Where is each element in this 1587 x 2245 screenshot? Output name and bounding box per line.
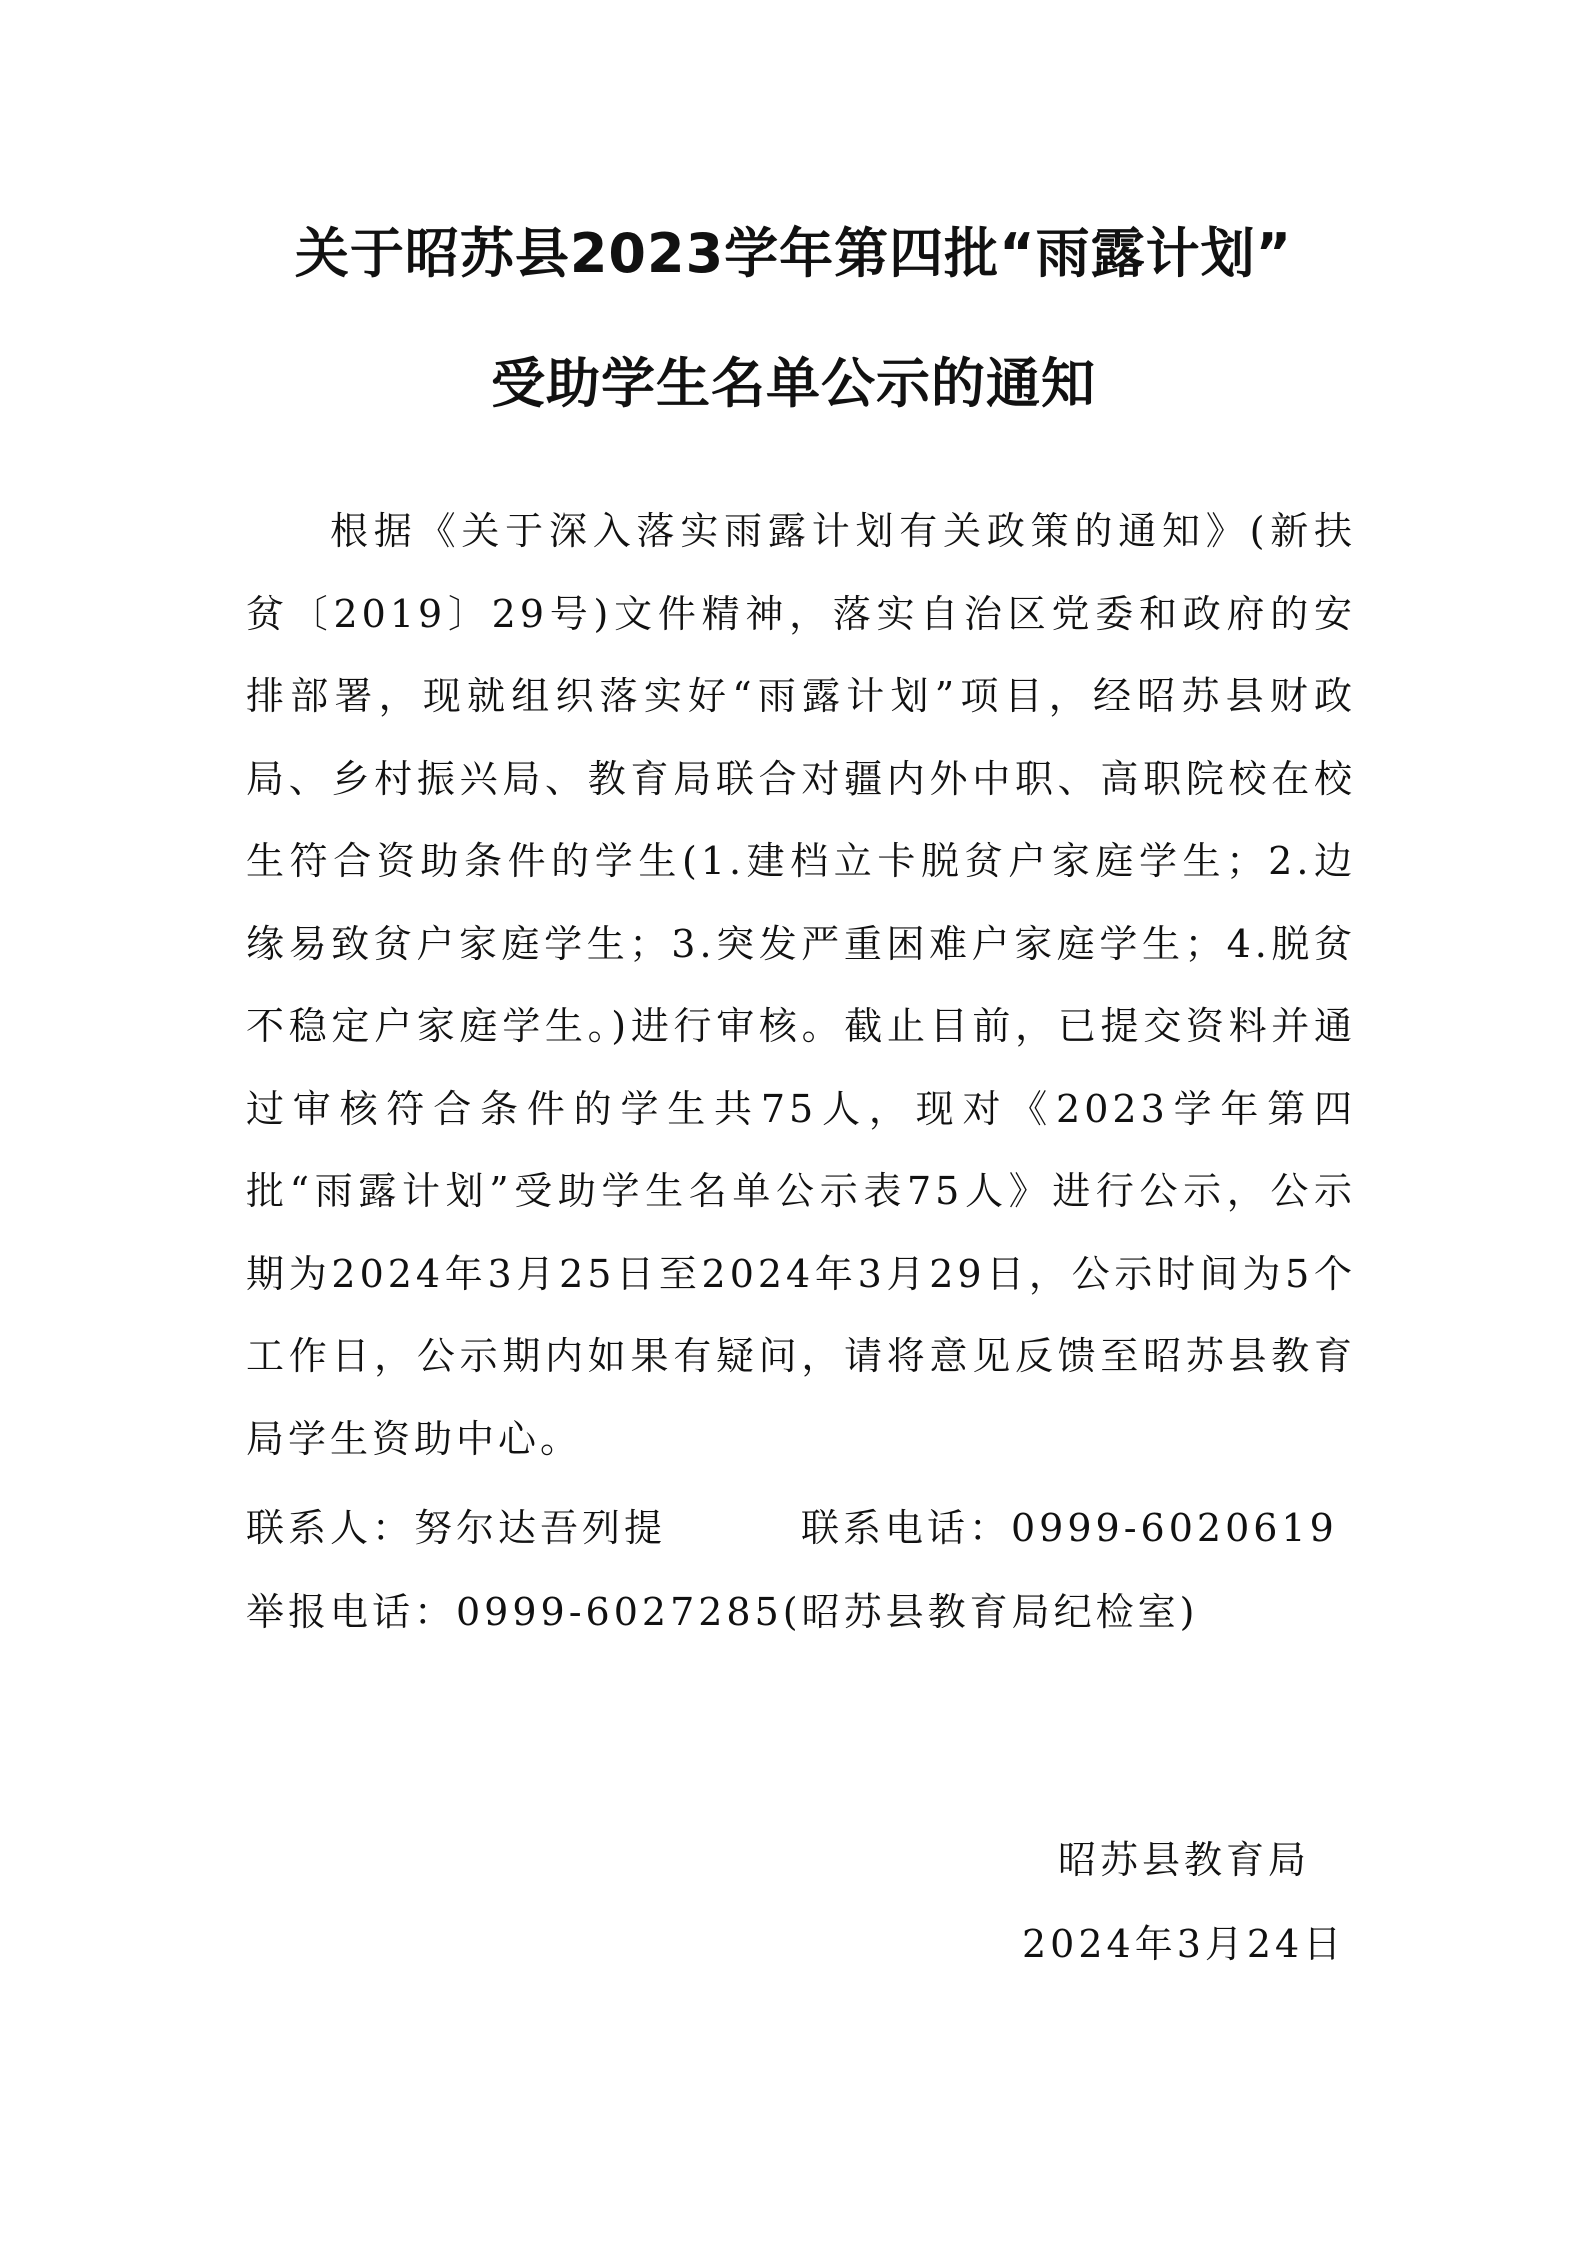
signature-organization: 昭苏县教育局 bbox=[1058, 1838, 1311, 1882]
notice-body-paragraph: 根据《关于深入落实雨露计划有关政策的通知》(新扶贫〔2019〕29号)文件精神，落实自治区党委和政府的安排部署，现就组织落实好“雨露计划”项目，经昭苏县财政局、乡村振兴局、教育局联合对疆内外中职、高职院校在校生符合资助条件的学生(1.建档立卡脱贫户家庭学生；2.边缘易致贫户家庭学生；3.突发严重困难户家庭学生；4.脱贫不稳定户家庭学生。)进行审核。截止目前，已提交资料并通过审核符合条件的学生共75人，现对《2023学年第四批“雨露计划”受助学生名单公示表75人》进行公示，公示期为2024年3月25日至2024年3月29日，公示时间为5个工作日，公示期内如果有疑问，请将意见反馈至昭苏县教育局学生资助中心。 bbox=[246, 509, 1356, 1461]
document-title-line-1: 关于昭苏县2023学年第四批“雨露计划” bbox=[294, 222, 1293, 285]
report-phone-line: 举报电话：0999-6027285(昭苏县教育局纪检室) bbox=[246, 1590, 1199, 1634]
contact-phone: 联系电话：0999-6020619 bbox=[801, 1506, 1338, 1550]
contact-person: 联系人：努尔达吾列提 bbox=[246, 1506, 667, 1550]
document-title-line-2: 受助学生名单公示的通知 bbox=[491, 352, 1096, 415]
contact-info-line bbox=[246, 1498, 1338, 1558]
signature-date: 2024年3月24日 bbox=[1022, 1922, 1346, 1966]
